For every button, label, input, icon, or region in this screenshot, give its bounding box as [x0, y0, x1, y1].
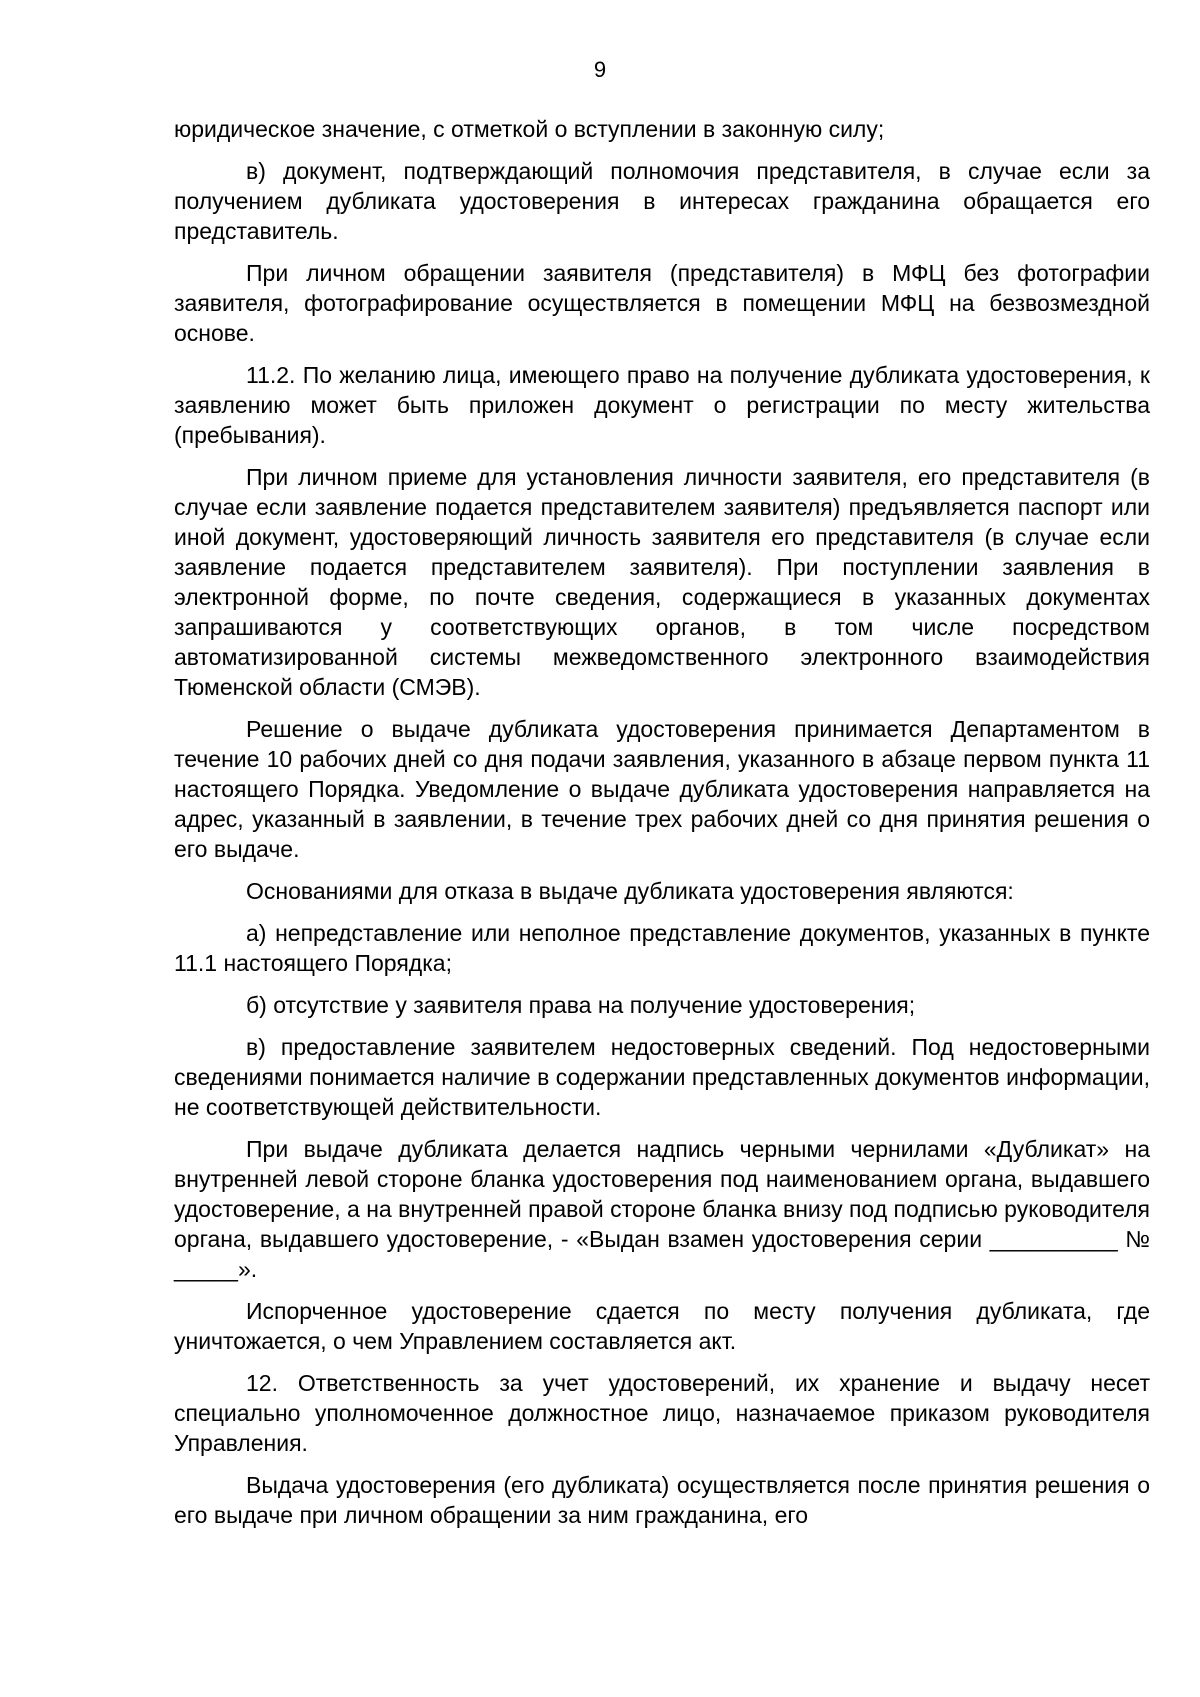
paragraph-refusal-a: а) непредставление или неполное представление документов, указанных в пункте 11.1 настоящего Порядка;	[174, 920, 1150, 976]
paragraph-refusal-v: в) предоставление заявителем недостоверных сведений. Под недостоверными сведениями понимается наличие в содержании представленных документов информации, не соответствующей действительности.	[174, 1034, 1150, 1120]
paragraph-mfc-photo: При личном обращении заявителя (представителя) в МФЦ без фотографии заявителя, фотографирование осуществляется в помещении МФЦ на безвозмездной основе.	[174, 260, 1150, 346]
paragraph-11-2: 11.2. По желанию лица, имеющего право на получение дубликата удостоверения, к заявлению может быть приложен документ о регистрации по месту жительства (пребывания).	[174, 362, 1150, 448]
paragraph-continuation: юридическое значение, с отметкой о вступлении в законную силу;	[174, 116, 885, 142]
paragraph-12-responsibility: 12. Ответственность за учет удостоверений, их хранение и выдачу несет специально уполномоченное должностное лицо, назначаемое приказом руководителя Управления.	[174, 1370, 1150, 1456]
paragraph-item-v-representative-document: в) документ, подтверждающий полномочия представителя, в случае если за получением дубликата удостоверения в интересах гражданина обращается его представитель.	[174, 158, 1150, 244]
document-body	[174, 114, 1150, 1542]
paragraph-damaged-certificate: Испорченное удостоверение сдается по месту получения дубликата, где уничтожается, о чем Управлением составляется акт.	[174, 1298, 1150, 1354]
page-number: 9	[593, 57, 607, 82]
paragraph-refusal-grounds: Основаниями для отказа в выдаче дубликата удостоверения являются:	[246, 878, 1014, 904]
paragraph-duplicate-inscription: При выдаче дубликата делается надпись черными чернилами «Дубликат» на внутренней левой стороне бланка удостоверения под наименованием органа, выдавшего удостоверение, а на внутренней правой стороне бланка внизу под подписью руководителя органа, выдавшего удостоверение, - «Выдан взамен удостоверения серии __________ № _____».	[174, 1136, 1150, 1282]
paragraph-refusal-b: б) отсутствие у заявителя права на получение удостоверения;	[246, 992, 916, 1018]
paragraph-decision: Решение о выдаче дубликата удостоверения принимается Департаментом в течение 10 рабочих дней со дня подачи заявления, указанного в абзаце первом пункта 11 настоящего Порядка. Уведомление о выдаче дубликата удостоверения направляется на адрес, указанный в заявлении, в течение трех рабочих дней со дня принятия решения о его выдаче.	[174, 716, 1150, 862]
paragraph-issuance: Выдача удостоверения (его дубликата) осуществляется после принятия решения о его выдаче при личном обращении за ним гражданина, его	[174, 1472, 1150, 1528]
paragraph-personal-reception: При личном приеме для установления личности заявителя, его представителя (в случае если заявление подается представителем заявителя) предъявляется паспорт или иной документ, удостоверяющий личность заявителя его представителя (в случае если заявление подается представителем заявителя). При поступлении заявления в электронной форме, по почте сведения, содержащиеся в указанных документах запрашиваются у соответствующих органов, в том числе посредством автоматизированной системы межведомственного электронного взаимодействия Тюменской области (СМЭВ).	[174, 464, 1150, 700]
